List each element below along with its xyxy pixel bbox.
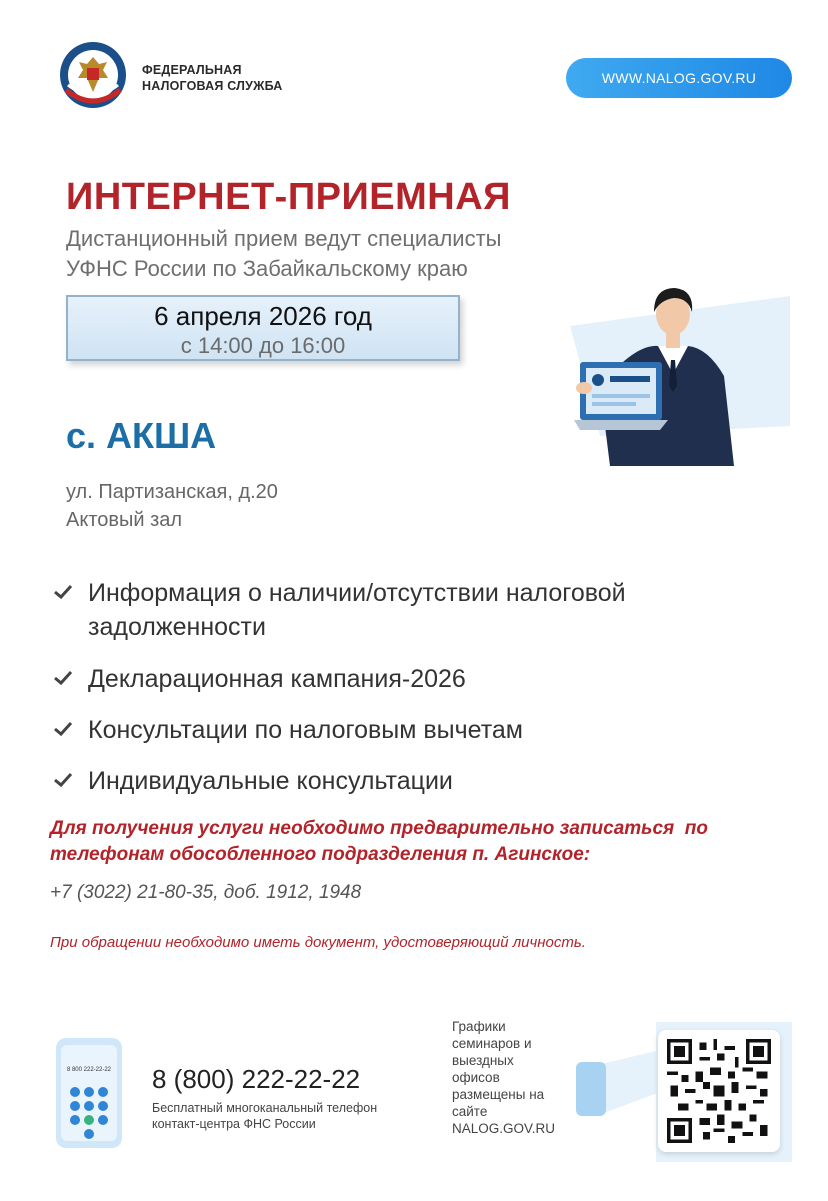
qr-code-box[interactable]	[658, 1030, 780, 1152]
schedule-line: семинаров и	[452, 1036, 532, 1051]
event-address	[66, 478, 278, 534]
schedule-line: Графики	[452, 1019, 506, 1034]
subtitle-line2: УФНС России по Забайкальскому краю	[66, 256, 468, 281]
event-date: 6 апреля 2026 год	[154, 301, 372, 331]
service-text: Декларационная кампания-2026	[88, 665, 466, 693]
qr-code-icon	[667, 1039, 771, 1143]
list-item	[52, 662, 728, 696]
phone-screen-number: 8 800 222-22-22	[66, 1067, 112, 1073]
website-link[interactable]: WWW.NALOG.GOV.RU	[566, 58, 792, 98]
hotline-description	[152, 1100, 377, 1132]
registration-notice	[50, 816, 708, 868]
org-name-line2: НАЛОГОВАЯ СЛУЖБА	[142, 79, 283, 93]
address-street: ул. Партизанская, д.20	[66, 481, 278, 503]
id-document-note: При обращении необходимо иметь документ, удостоверяющий личность.	[50, 934, 586, 951]
checkmark-icon	[52, 668, 74, 688]
list-item	[52, 764, 728, 798]
schedule-line: размещены на	[452, 1087, 545, 1102]
hotline-desc-line1: Бесплатный многоканальный телефон	[152, 1101, 378, 1115]
fns-emblem-icon	[58, 40, 128, 110]
checkmark-icon	[52, 719, 74, 739]
event-time: с 14:00 до 16:00	[180, 333, 346, 358]
registration-phone[interactable]: +7 (3022) 21-80-35, доб. 1912, 1948	[50, 882, 362, 903]
schedule-note	[452, 1018, 572, 1137]
notice-line1: Для получения услуги необходимо предварительно записаться по	[50, 818, 708, 839]
service-text: Информация о наличии/отсутствии налоговой задолженности	[88, 579, 626, 641]
smartphone-icon	[56, 1038, 122, 1148]
subtitle	[66, 224, 501, 284]
schedule-line: выездных	[452, 1053, 514, 1068]
org-name-line1: ФЕДЕРАЛЬНАЯ	[142, 63, 242, 77]
schedule-line[interactable]: NALOG.GOV.RU	[452, 1121, 556, 1136]
notice-line2: телефонам обособленного подразделения п. Агинское:	[50, 844, 591, 865]
hotline-desc-line2: контакт-центра ФНС России	[152, 1117, 316, 1131]
schedule-line: сайте	[452, 1104, 488, 1119]
checkmark-icon	[52, 582, 74, 602]
checkmark-icon	[52, 770, 74, 790]
date-box	[66, 295, 460, 361]
hotline-number[interactable]: 8 (800) 222-22-22	[152, 1064, 361, 1094]
service-text: Консультации по налоговым вычетам	[88, 716, 523, 744]
event-location: с. АКША	[66, 415, 217, 456]
list-item	[52, 713, 728, 747]
list-item	[52, 576, 728, 644]
subtitle-line1: Дистанционный прием ведут специалисты	[66, 226, 502, 251]
specialist-illustration	[540, 276, 790, 466]
schedule-line: офисов	[452, 1070, 500, 1085]
service-text: Индивидуальные консультации	[88, 767, 453, 795]
page-title: ИНТЕРНЕТ-ПРИЕМНАЯ	[66, 176, 511, 218]
address-room: Актовый зал	[66, 509, 183, 531]
org-name	[142, 62, 283, 94]
